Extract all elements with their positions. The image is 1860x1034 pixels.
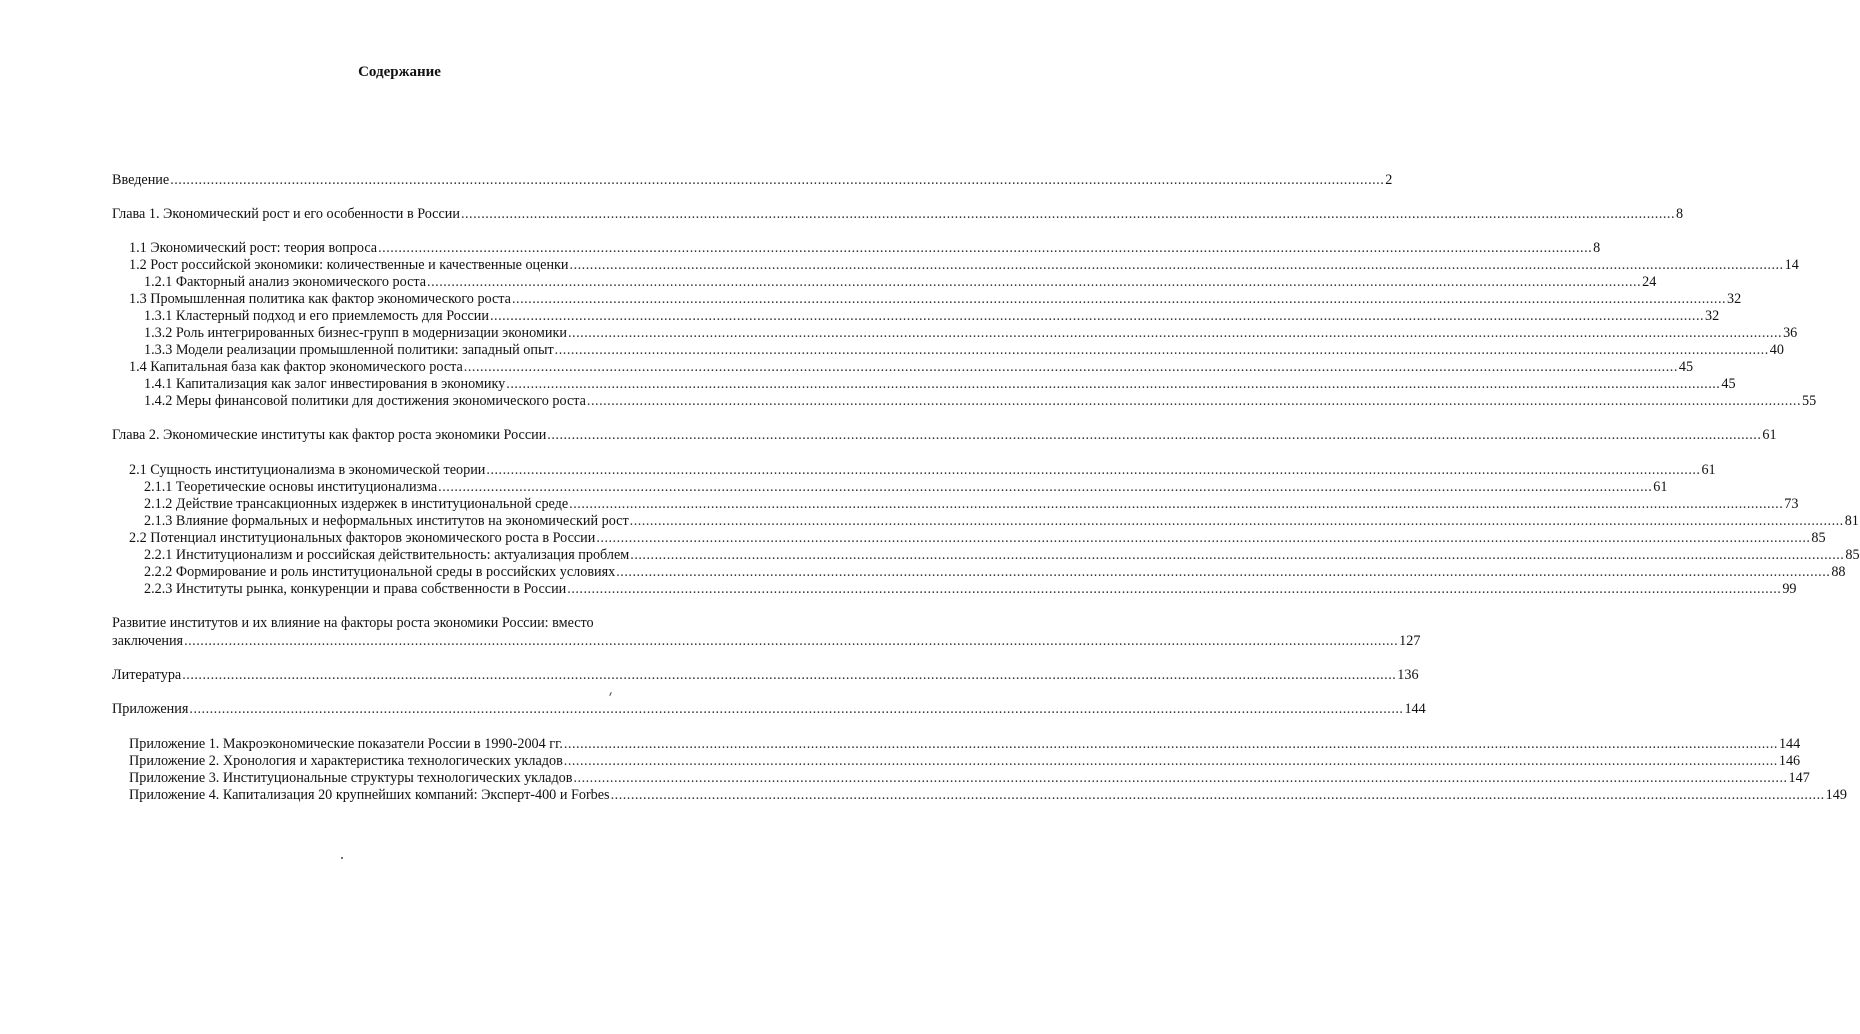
toc-entry-page: 61 [1653, 479, 1668, 495]
toc-entry-page: 32 [1705, 308, 1720, 324]
toc-entry-page: 144 [1778, 736, 1801, 752]
dot-leader: ............................................................................................................................................................................................................................................................................................................ [182, 667, 1397, 683]
toc-entry-page: 40 [1769, 342, 1784, 358]
dot-leader: ............................................................................................................................................................................................................................................................................................................ [554, 342, 1769, 358]
toc-entry-1-3-2 [144, 324, 1798, 342]
toc-entry-title: 2.1.3 Влияние формальных и неформальных институтов на экономический рост [144, 513, 629, 529]
dot-leader: ............................................................................................................................................................................................................................................................................................................ [616, 564, 1831, 580]
toc-entry-title: 2.2.2 Формирование и роль институциональной среды в российских условиях [144, 564, 616, 580]
toc-entry-literature [112, 666, 1419, 684]
toc-entry-page: 45 [1721, 376, 1736, 392]
toc-entry-title: Глава 2. Экономические институты как фактор роста экономики России [112, 427, 547, 443]
toc-entry-page: 85 [1811, 530, 1826, 546]
dot-leader: ............................................................................................................................................................................................................................................................................................................ [438, 479, 1653, 495]
toc-entry-page: 32 [1727, 291, 1742, 307]
toc-entry-page: 8 [1676, 206, 1684, 222]
toc-entry-1-3-1 [144, 307, 1720, 325]
toc-entry-conclusion-line1: Развитие институтов и их влияние на факторы роста экономики России: вместо [112, 615, 594, 631]
toc-entry-1-2-1 [144, 273, 1657, 291]
dot-leader: ............................................................................................................................................................................................................................................................................................................ [547, 427, 1762, 443]
dot-leader: ............................................................................................................................................................................................................................................................................................................ [189, 701, 1404, 717]
toc-entry-appendices [112, 700, 1426, 718]
toc-entry-title: Приложение 4. Капитализация 20 крупнейших компаний: Эксперт-400 и Forbes [129, 787, 610, 803]
toc-entry-1-3 [129, 290, 1742, 308]
toc-entry-2-2-3 [144, 580, 1797, 598]
toc-entry-title: 2.1.1 Теоретические основы институционализма [144, 479, 438, 495]
toc-entry-ch1 [112, 205, 1684, 223]
toc-entry-title: 2.2.3 Институты рынка, конкуренции и права собственности в России [144, 581, 567, 597]
toc-entry-appendix-1 [129, 735, 1801, 753]
scan-speck [609, 692, 612, 696]
dot-leader: ............................................................................................................................................................................................................................................................................................................ [629, 513, 1844, 529]
toc-entry-title: Глава 1. Экономический рост и его особенности в России [112, 206, 460, 222]
toc-entry-title: 2.1.2 Действие трансакционных издержек в институциональной среде [144, 496, 569, 512]
toc-entry-title: Приложения [112, 701, 189, 717]
dot-leader: ............................................................................................................................................................................................................................................................................................................ [184, 633, 1399, 649]
toc-entry-page: 45 [1678, 359, 1694, 375]
toc-entry-page: 14 [1784, 257, 1799, 273]
dot-leader: ............................................................................................................................................................................................................................................................................................................ [567, 581, 1782, 597]
toc-entry-title: 2.2.1 Институционализм и российская действительность: актуализация проблем [144, 547, 630, 563]
toc-entry-title: Литература [112, 667, 182, 683]
toc-entry-title: 1.3.3 Модели реализации промышленной политики: западный опыт [144, 342, 554, 358]
toc-entry-2-2-2 [144, 563, 1846, 581]
toc-entry-1-4-2 [144, 392, 1817, 410]
toc-entry-2-2 [129, 529, 1826, 547]
toc-entry-title: 1.3.2 Роль интегрированных бизнес-групп в модернизации экономики [144, 325, 567, 341]
dot-leader: ............................................................................................................................................................................................................................................................................................................ [573, 770, 1788, 786]
dot-leader: ............................................................................................................................................................................................................................................................................................................ [486, 462, 1701, 478]
page-title: Содержание [358, 64, 441, 80]
toc-entry-1-4-1 [144, 375, 1736, 393]
toc-entry-title: 1.2.1 Факторный анализ экономического роста [144, 274, 427, 290]
toc-entry-page: 147 [1788, 770, 1810, 786]
dot-leader: ............................................................................................................................................................................................................................................................................................................ [610, 787, 1825, 803]
toc-entry-2-1 [129, 461, 1716, 479]
toc-entry-title: Введение [112, 172, 170, 188]
toc-entry-title: 2.1 Сущность институционализма в экономической теории [129, 462, 486, 478]
toc-entry-conclusion [112, 632, 1421, 650]
toc-entry-page: 85 [1845, 547, 1860, 563]
toc-entry-title: 1.3.1 Кластерный подход и его приемлемость для России [144, 308, 489, 324]
toc-entry-page: 73 [1784, 496, 1799, 512]
toc-entry-1-3-3 [144, 341, 1784, 359]
dot-leader: ............................................................................................................................................................................................................................................................................................................ [511, 291, 1727, 307]
dot-leader: ............................................................................................................................................................................................................................................................................................................ [596, 530, 1811, 546]
toc-entry-page: 36 [1783, 325, 1798, 341]
toc-entry-2-2-1 [144, 546, 1860, 564]
dot-leader: ............................................................................................................................................................................................................................................................................................................ [563, 736, 1778, 752]
dot-leader: ............................................................................................................................................................................................................................................................................................................ [506, 376, 1721, 392]
toc-entry-2-1-3 [144, 512, 1859, 530]
dot-leader: ............................................................................................................................................................................................................................................................................................................ [463, 359, 1678, 375]
dot-leader: ............................................................................................................................................................................................................................................................................................................ [563, 753, 1778, 769]
toc-entry-page: 8 [1593, 240, 1601, 256]
toc-entry-page: 55 [1801, 393, 1817, 409]
toc-entry-title: 1.2 Рост российской экономики: количественные и качественные оценки [129, 257, 569, 273]
toc-entry-title: 1.4 Капитальная база как фактор экономического роста [129, 359, 463, 375]
toc-entry-1-4 [129, 358, 1694, 376]
dot-leader: ............................................................................................................................................................................................................................................................................................................ [568, 325, 1783, 341]
dot-leader: ............................................................................................................................................................................................................................................................................................................ [427, 274, 1642, 290]
dot-leader: ............................................................................................................................................................................................................................................................................................................ [460, 206, 1676, 222]
toc-entry-page: 61 [1762, 427, 1777, 443]
toc-entry-intro [112, 171, 1393, 189]
scan-speck [341, 857, 343, 859]
toc-entry-page: 88 [1831, 564, 1846, 580]
toc-entry-title: Приложение 3. Институциональные структуры технологических укладов [129, 770, 573, 786]
toc-entry-appendix-4 [129, 786, 1847, 804]
dot-leader: ............................................................................................................................................................................................................................................................................................................ [586, 393, 1801, 409]
toc-entry-ch2 [112, 426, 1777, 444]
dot-leader: ............................................................................................................................................................................................................................................................................................................ [630, 547, 1845, 563]
toc-entry-title: 1.1 Экономический рост: теория вопроса [129, 240, 378, 256]
toc-entry-title: Приложение 1. Макроэкономические показатели России в 1990-2004 гг. [129, 736, 563, 752]
toc-entry-2-1-2 [144, 495, 1799, 513]
dot-leader: ............................................................................................................................................................................................................................................................................................................ [569, 496, 1784, 512]
toc-entry-appendix-2 [129, 752, 1801, 770]
toc-entry-page: 99 [1782, 581, 1797, 597]
toc-entry-appendix-3 [129, 769, 1810, 787]
dot-leader: ............................................................................................................................................................................................................................................................................................................ [170, 172, 1385, 188]
dot-leader: ............................................................................................................................................................................................................................................................................................................ [489, 308, 1705, 324]
toc-entry-page: 136 [1397, 667, 1419, 683]
toc-entry-page: 144 [1404, 701, 1426, 717]
toc-entry-title: 1.4.2 Меры финансовой политики для достижения экономического роста [144, 393, 586, 409]
dot-leader: ............................................................................................................................................................................................................................................................................................................ [378, 240, 1593, 256]
toc-entry-title: заключения [112, 633, 184, 649]
dot-leader: ............................................................................................................................................................................................................................................................................................................ [569, 257, 1784, 273]
toc-entry-page: 146 [1778, 753, 1801, 769]
toc-entry-page: 81 [1844, 513, 1859, 529]
toc-entry-1-2 [129, 256, 1799, 274]
toc-entry-page: 61 [1701, 462, 1716, 478]
toc-entry-title: 1.4.1 Капитализация как залог инвестирования в экономику [144, 376, 506, 392]
toc-entry-2-1-1 [144, 478, 1668, 496]
toc-entry-title: 1.3 Промышленная политика как фактор экономического роста [129, 291, 511, 307]
toc-entry-title: Приложение 2. Хронология и характеристика технологических укладов [129, 753, 563, 769]
toc-entry-title: 2.2 Потенциал институциональных факторов экономического роста в России [129, 530, 596, 546]
toc-entry-page: 149 [1825, 787, 1847, 803]
toc-entry-page: 127 [1399, 633, 1421, 649]
toc-entry-page: 2 [1385, 172, 1393, 188]
toc-entry-page: 24 [1642, 274, 1657, 290]
toc-entry-1-1 [129, 239, 1601, 257]
